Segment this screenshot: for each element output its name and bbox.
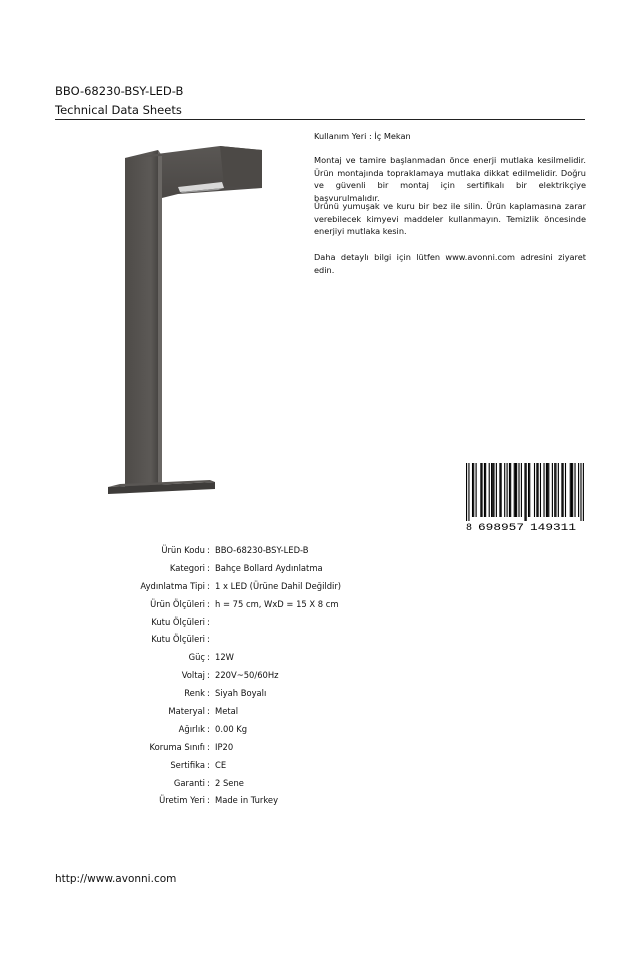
spec-label: Üretim Yeri — [159, 795, 205, 806]
barcode-bar — [514, 463, 515, 517]
spec-separator: : — [207, 562, 210, 573]
spec-label: Renk — [184, 688, 205, 699]
barcode-bar — [534, 463, 535, 517]
barcode-bar — [571, 463, 572, 517]
spec-separator: : — [207, 688, 210, 699]
barcode-bar — [492, 463, 493, 517]
barcode-bar — [563, 463, 564, 517]
header-divider — [55, 119, 585, 120]
barcode-bar — [547, 463, 548, 517]
barcode-bar — [555, 463, 556, 517]
spec-label: Aydınlatma Tipi — [140, 580, 205, 591]
installation-warning: Montaj ve tamire başlanmadan önce enerji mutlaka kesilmelidir. Ürün montajında topraklamaya mutlaka dikkat edilmelidir. Doğru ve güvenli bir montaj için sertifikalı bir elektrikçiye başvurulmalıdır. — [314, 155, 586, 203]
barcode-bar — [574, 463, 575, 517]
barcode-bar — [540, 463, 541, 517]
spec-label: Kutu Ölçüleri — [151, 634, 205, 645]
bollard-product-image — [100, 142, 270, 502]
spec-label: Koruma Sınıfı — [149, 741, 205, 752]
spec-separator: : — [207, 634, 210, 645]
barcode-bar — [580, 463, 581, 521]
barcode-bar — [501, 463, 502, 517]
barcode-bar — [548, 463, 549, 517]
barcode-bars — [466, 463, 584, 521]
spec-label: Garanti — [173, 777, 205, 788]
barcode-bar — [496, 463, 497, 517]
spec-separator: : — [207, 723, 210, 734]
barcode-bar — [516, 463, 517, 517]
spec-value: 1 x LED (Ürüne Dahil Değildir) — [215, 580, 342, 591]
spec-separator: : — [207, 598, 210, 609]
spec-separator: : — [207, 652, 210, 663]
barcode-digits-right: 149311 — [530, 523, 576, 533]
barcode-bar — [484, 463, 485, 517]
barcode-bar — [552, 463, 553, 517]
barcode-bar — [472, 463, 473, 517]
spec-label: Ağırlık — [178, 723, 205, 734]
spec-label: Kategori — [169, 562, 205, 573]
spec-label: Güç — [188, 652, 205, 663]
barcode-bar — [480, 463, 481, 517]
barcode-bar — [528, 463, 529, 517]
spec-separator: : — [207, 795, 210, 806]
barcode-bar — [524, 463, 525, 521]
barcode-digit-first: 8 — [466, 523, 473, 533]
spec-value: CE — [215, 759, 227, 770]
barcode-bar — [546, 463, 547, 517]
product-code-title: BBO-68230-BSY-LED-B — [55, 84, 184, 98]
barcode-bar — [565, 463, 566, 517]
spec-value: 220V~50/60Hz — [215, 670, 279, 681]
barcode-bar — [558, 463, 559, 517]
barcode-bar — [489, 463, 490, 517]
more-info-note: Daha detaylı bilgi için lütfen www.avonni.com adresini ziyaret edin. — [314, 252, 586, 275]
cleaning-instructions: Ürünü yumuşak ve kuru bir bez ile silin. Ürün kaplamasına zarar verebilecek kimyevi maddeler kullanmayın. Temizlik öncesinde enerjiyi mutlaka kesin. — [314, 201, 586, 237]
barcode-bar — [468, 463, 469, 521]
spec-value: 12W — [215, 652, 234, 663]
barcode-bar — [561, 463, 562, 517]
spec-value: IP20 — [215, 741, 234, 752]
barcode-bar — [510, 463, 511, 517]
spec-value: Siyah Boyalı — [215, 688, 267, 699]
sheet-title: Technical Data Sheets — [55, 103, 182, 117]
barcode-bar — [509, 463, 510, 517]
spec-separator: : — [207, 706, 210, 717]
spec-separator: : — [207, 759, 210, 770]
spec-label: Materyal — [168, 706, 205, 717]
barcode-bar — [521, 463, 522, 517]
barcode-bar — [529, 463, 530, 517]
barcode-bar — [493, 463, 494, 517]
usage-location: Kullanım Yeri : İç Mekan — [314, 131, 411, 141]
spec-label: Kutu Ölçüleri — [151, 616, 205, 627]
spec-label: Ürün Ölçüleri — [150, 598, 205, 609]
barcode-bar — [507, 463, 508, 517]
barcode-bar — [485, 463, 486, 517]
barcode-bar — [543, 463, 544, 517]
barcode-bar — [504, 463, 505, 517]
barcode-bar — [536, 463, 537, 517]
barcode-bar — [491, 463, 492, 517]
spec-value: 0.00 Kg — [215, 723, 248, 734]
barcode-bar — [481, 463, 482, 517]
barcode-bar — [499, 463, 500, 517]
spec-value: 2 Sene — [215, 777, 244, 788]
barcode-bar — [515, 463, 516, 517]
spec-value: Bahçe Bollard Aydınlatma — [215, 562, 323, 573]
barcode-bar — [583, 463, 584, 521]
spec-label: Ürün Kodu — [161, 545, 205, 555]
barcode-bar — [526, 463, 527, 521]
spec-value: Made in Turkey — [215, 795, 279, 806]
barcode-bar — [572, 463, 573, 517]
barcode-bar — [538, 463, 539, 517]
barcode-bar — [554, 463, 555, 517]
spec-value: Metal — [215, 706, 239, 717]
spec-separator: : — [207, 670, 210, 681]
spec-separator: : — [207, 580, 210, 591]
spec-value: h = 75 cm, WxD = 15 X 8 cm — [215, 598, 339, 609]
barcode-bar — [473, 463, 474, 517]
spec-value: BBO-68230-BSY-LED-B — [215, 545, 309, 555]
barcode-bar — [570, 463, 571, 517]
spec-label: Sertifika — [170, 759, 205, 770]
spec-separator: : — [207, 616, 210, 627]
barcode-digits-left: 698957 — [478, 523, 524, 533]
barcode-bar — [466, 463, 467, 521]
barcode-bar — [476, 463, 477, 517]
spec-label: Voltaj — [181, 670, 205, 681]
spec-separator: : — [207, 741, 210, 752]
footer-website-link[interactable]: http://www.avonni.com — [55, 873, 177, 885]
barcode-bar — [518, 463, 519, 517]
barcode — [466, 463, 584, 533]
spec-separator: : — [207, 545, 210, 555]
spec-separator: : — [207, 777, 210, 788]
barcode-bar — [578, 463, 579, 517]
